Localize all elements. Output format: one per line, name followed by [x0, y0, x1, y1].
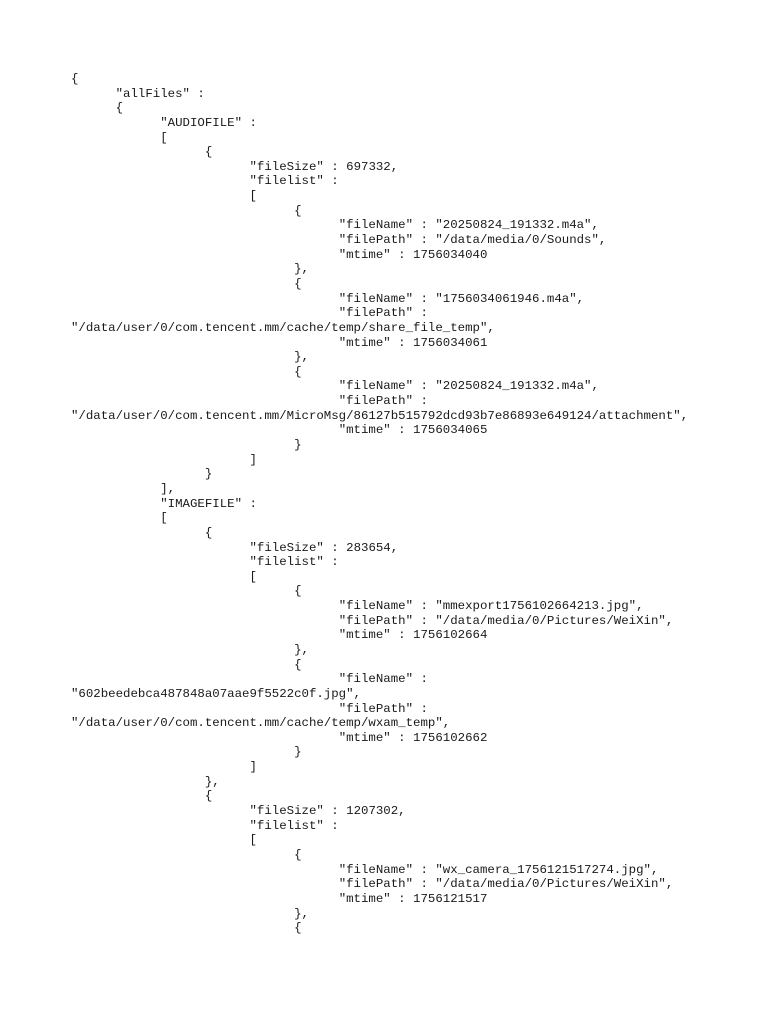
code-line: "fileName" : "wx_camera_1756121517274.jpg",: [71, 862, 659, 877]
code-line: {: [71, 657, 302, 672]
code-line: [: [71, 833, 257, 848]
code-line: {: [71, 145, 213, 160]
code-line: {: [71, 101, 124, 116]
code-line: ]: [71, 760, 257, 775]
code-line: "/data/user/0/com.tencent.mm/MicroMsg/86127b515792dcd93b7e86893e649124/attachment",: [71, 408, 689, 423]
code-line: "filePath" :: [71, 701, 428, 716]
code-line: },: [71, 262, 309, 277]
code-line: "allFiles" :: [71, 86, 205, 101]
code-line: "/data/user/0/com.tencent.mm/cache/temp/share_file_temp",: [71, 320, 495, 335]
code-line: "602beedebca487848a07aae9f5522c0f.jpg",: [71, 686, 361, 701]
code-line: "filelist" :: [71, 818, 339, 833]
code-line: "fileName" : "1756034061946.m4a",: [71, 291, 585, 306]
code-line: [: [71, 130, 168, 145]
code-line: "filePath" : "/data/media/0/Pictures/WeiXin",: [71, 613, 674, 628]
code-line: {: [71, 364, 302, 379]
code-line: {: [71, 525, 213, 540]
code-line: "fileName" : "20250824_191332.m4a",: [71, 379, 599, 394]
code-line: "filePath" :: [71, 306, 428, 321]
code-line: },: [71, 350, 309, 365]
code-line: "fileSize" : 283654,: [71, 540, 399, 555]
code-line: [: [71, 569, 257, 584]
code-line: {: [71, 789, 213, 804]
code-line: "fileSize" : 1207302,: [71, 804, 406, 819]
code-line: }: [71, 438, 302, 453]
code-line: "fileName" : "mmexport1756102664213.jpg",: [71, 599, 644, 614]
code-line: {: [71, 72, 79, 86]
document-page: [71, 72, 751, 936]
code-line: "mtime" : 1756034065: [71, 423, 488, 438]
code-line: "IMAGEFILE" :: [71, 496, 257, 511]
code-line: "mtime" : 1756102662: [71, 730, 488, 745]
code-line: "fileSize" : 697332,: [71, 159, 399, 174]
code-line: "mtime" : 1756034040: [71, 247, 488, 262]
json-code-block: [71, 72, 751, 936]
code-line: {: [71, 584, 302, 599]
code-line: [: [71, 511, 168, 526]
code-line: }: [71, 467, 213, 482]
code-line: "AUDIOFILE" :: [71, 115, 257, 130]
code-line: "filePath" : "/data/media/0/Pictures/WeiXin",: [71, 877, 674, 892]
code-line: "fileName" : "20250824_191332.m4a",: [71, 218, 599, 233]
code-line: {: [71, 203, 302, 218]
code-line: },: [71, 642, 309, 657]
code-line: "fileName" :: [71, 672, 428, 687]
code-line: "filelist" :: [71, 174, 339, 189]
code-line: }: [71, 745, 302, 760]
code-line: ],: [71, 481, 176, 496]
code-line: },: [71, 774, 220, 789]
code-line: "mtime" : 1756034061: [71, 335, 488, 350]
code-line: "filePath" : "/data/media/0/Sounds",: [71, 233, 607, 248]
code-line: },: [71, 906, 309, 921]
code-line: "filePath" :: [71, 394, 428, 409]
code-line: "mtime" : 1756102664: [71, 628, 488, 643]
code-line: ]: [71, 452, 257, 467]
code-line: "/data/user/0/com.tencent.mm/cache/temp/wxam_temp",: [71, 716, 451, 731]
code-line: "filelist" :: [71, 555, 339, 570]
code-line: {: [71, 276, 302, 291]
code-line: {: [71, 847, 302, 862]
code-line: "mtime" : 1756121517: [71, 891, 488, 906]
code-line: {: [71, 921, 302, 936]
code-line: [: [71, 189, 257, 204]
